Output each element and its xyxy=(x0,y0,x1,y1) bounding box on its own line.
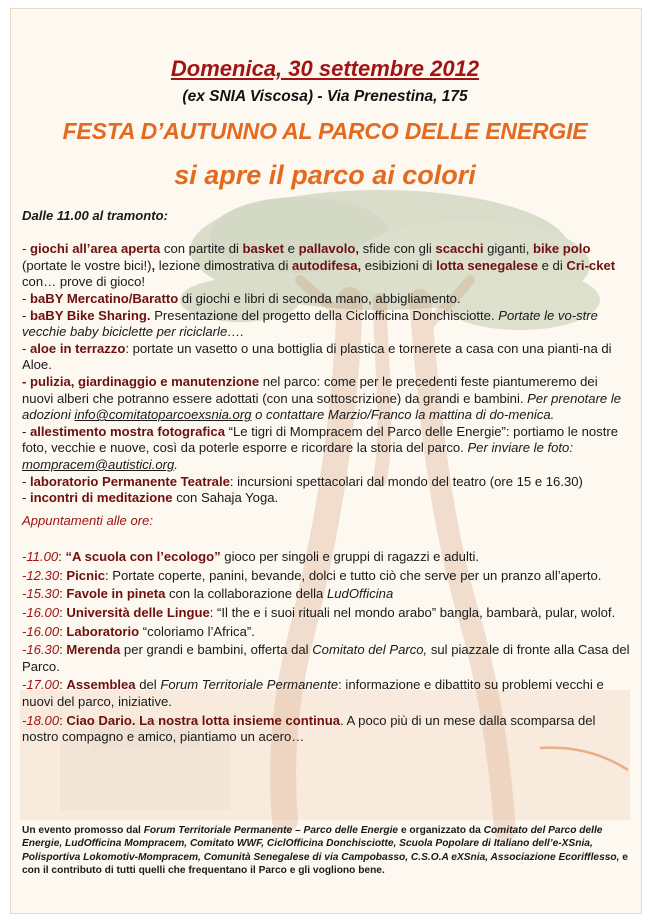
schedule-title: Appuntamenti alle ore: xyxy=(22,512,154,528)
schedule-item: -17.00: Assemblea del Forum Territoriale Permanente: informazione e dibattito su problemi vecchi e nuovi del parco, iniziative. xyxy=(22,677,604,710)
schedule-item: -18.00: Ciao Dario. La nostra lotta insieme continua. A poco più di un mese dalla scomparsa del nostro compagno e amico, piantiamo un acero… xyxy=(22,712,596,745)
schedule-item: -16.00: Laboratorio “coloriamo l’Africa”. xyxy=(22,623,255,639)
intro-line: Dalle 11.00 al tramonto: xyxy=(22,208,169,223)
event-venue: (ex SNIA Viscosa) - Via Prenestina, 175 xyxy=(182,88,468,105)
flyer-body xyxy=(22,208,632,746)
schedule-item: -11.00: “A scuola con l’ecologo” gioco per singoli e gruppi di ragazzi e adulti. xyxy=(22,549,480,565)
activity-pulizia: - pulizia, giardinaggio e manutenzione nel parco: come per le precedenti feste piantumeremo dei nuovi alberi che potranno essere adottati (con una sottoscrizione) da grandi e bambini. Per prenotare le adozioni info@comitatoparcoexsnia.org o contattare Marzio/Franco la mattina di do-menica. xyxy=(22,373,622,423)
activity-bike-sharing: - baBY Bike Sharing. Presentazione del progetto della Ciclofficina Donchisciotte. Portate le vo-stre vecchie baby biciclette per riciclarle…. xyxy=(22,307,598,340)
schedule-item: -16.00: Università delle Lingue: “Il the e i suoi rituali nel mondo arabo” bangla, bambarà, pular, wolof. xyxy=(22,605,616,621)
activity-mostra: - allestimento mostra fotografica “Le tigri di Mompracem del Parco delle Energie”: portiamo le nostre foto, vecchie e nuove, così da poterle esporre e ricordare la storia del parco. Per inviare le foto: mompracem@autistici.org. xyxy=(22,423,618,472)
schedule-item: -16.30: Merenda per grandi e bambini, offerta dal Comitato del Parco, sul piazzale di fronte alla Casa del Parco. xyxy=(22,642,630,674)
schedule-item: -15.30: Favole in pineta con la collaborazione della LudOfficina xyxy=(22,586,394,602)
activity-mercatino: - baBY Mercatino/Baratto di giochi e libri di seconda mano, abbigliamento. xyxy=(22,290,461,306)
email-link-info[interactable]: info@comitatoparcoexsnia.org xyxy=(74,407,252,423)
promoter-footer: Un evento promosso dal Forum Territoriale Permanente – Parco delle Energie e organizzato da Comitato del Parco delle Energie, LudOfficina Mompracem, Comitato WWF, CiclOfficina Donchisciotte, Scuola Popolare di Italiano dell’e-XSnia, Polisportiva Lokomotiv-Mompracem, Comunità Senegalese di via Campobasso, C.S.O.A eXSnia, Associazione Ecorifflesso, e con il contributo di tutti quelli che frequentano il Parco e gli vogliono bene. xyxy=(22,825,628,876)
activity-aloe: - aloe in terrazzo: portate un vasetto o una bottiglia di plastica e tornerete a casa con una pianti-na di Aloe. xyxy=(22,340,612,373)
activity-meditazione: - incontri di meditazione con Sahaja Yoga. xyxy=(22,490,279,506)
activity-teatro: - laboratorio Permanente Teatrale: incursioni spettacolari dal mondo del teatro (ore 15 e 16.30) xyxy=(22,473,583,489)
event-title: FESTA D’AUTUNNO AL PARCO DELLE ENERGIE xyxy=(62,118,588,144)
event-subtitle: si apre il parco ai colori xyxy=(174,160,476,190)
event-date: Domenica, 30 settembre 2012 xyxy=(170,56,480,81)
email-link-mompracem[interactable]: mompracem@autistici.org xyxy=(22,456,175,472)
activity-games: - giochi all’area aperta con partite di basket e pallavolo, sfide con gli scacchi giganti, bike polo (portate le vostre bici!), lezione dimostrativa di autodifesa, esibizioni di lotta senegalese e di Cri-cket con… prove di gioco! xyxy=(22,241,616,290)
schedule-item: -12.30: Picnic: Portate coperte, panini, bevande, dolci e tutto ciò che serve per un pranzo all’aperto. xyxy=(22,567,602,583)
